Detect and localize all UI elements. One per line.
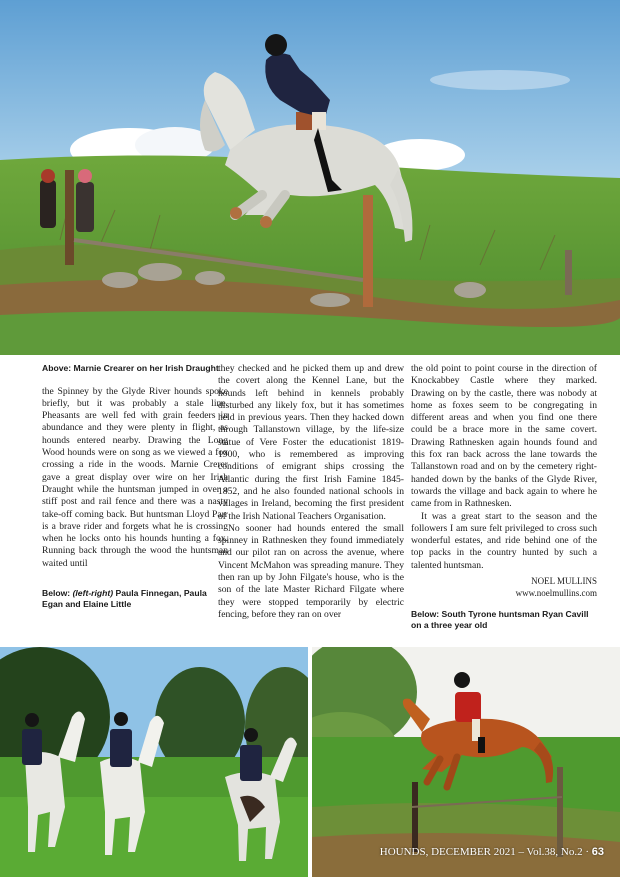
bottom-left-photo-three-riders bbox=[0, 647, 308, 877]
article-paragraph: It was a great start to the season and the followers I am sure felt privileged to cross such wonderful estates, and ride behind one of the top packs in the country hunted by such a talented huntsman. bbox=[411, 510, 597, 571]
page-folio bbox=[380, 846, 604, 858]
caption-names: Paula Finnegan, Paula Egan and Elaine Little bbox=[42, 588, 207, 609]
article-paragraph: the Spinney by the Glyde River hounds spoke briefly, but it was probably a stale line. Pheasants are well fed with grain feeders in abundance and they were plenty in flight, as hounds entered nearby. Drawing the Long Wood hounds were on song as we viewed a fox crossing a ride in the woods. Marnie Crerer gave a great display over wire on her Irish Draught while the huntsman jumped in over a stiff post and rail fence and there was a nasty take-off coming back. But huntsman Lloyd Parr is a brave rider and forgets what he is crossing when he locks onto his hounds hunting a fox. Running back through the wood the huntsman waited until bbox=[42, 385, 228, 569]
caption-prefix: Below: bbox=[42, 588, 71, 599]
text-column-1 bbox=[42, 363, 228, 609]
bottom-left-photo-caption bbox=[42, 588, 228, 609]
publication-line: HOUNDS, DECEMBER 2021 – Vol.38, No.2 · bbox=[379, 846, 589, 858]
article-paragraph: No sooner had hounds entered the small spinney in Rathnesken they found immediately and our pilot ran on across the avenue, where Vincent McMahon was spreading manure. They then ran up by John Filgate's house, who is the son of the late Master Richard Filgate where they were stopped temporarily by electric fencing, before they ran on over bbox=[218, 522, 404, 620]
top-photo-horse-jumping-fence bbox=[0, 0, 620, 355]
article-paragraph: the old point to point course in the direction of Knockabbey Castle where they marked. Drawing on by the castle, there was nobody at home as foxes seem to be congregating in different areas and when you find one there could be a brace more in the same covert. Drawing Rathnesken again hounds found and this fox ran back across the lane towards the Tallanstown road and on by the cemetery right-handed down by the banks of the Glyde River, towards the village and back again to where he came from in Rathnesken. bbox=[411, 363, 597, 510]
page-number: 63 bbox=[591, 846, 604, 858]
bottom-right-photo-caption: Below: South Tyrone huntsman Ryan Cavill on a three year old bbox=[411, 609, 589, 630]
author-website: www.noelmullins.com bbox=[515, 587, 597, 598]
caption-note: (left-right) bbox=[72, 588, 114, 599]
text-column-2 bbox=[218, 363, 404, 621]
author-name: NOEL MULLINS bbox=[531, 576, 597, 587]
article-paragraph: they checked and he picked them up and drew the covert along the Kennel Lane, but the hounds left behind in kennels probably disturbed any likely fox, but it has sometimes held in previous years. Then they hacked down through Tallanstown village, by the life-size statue of Vere Foster the educationist 1819-1900, who is remembered as improving conditions of emigrant ships crossing the Atlantic during the first Irish Famine 1845-1852, and he also founded national schools in villages in Ireland, becoming the first president of the Irish National Teachers Organisation. bbox=[218, 363, 404, 522]
top-photo-caption: Above: Marnie Crearer on her Irish Draught bbox=[42, 363, 219, 373]
bottom-right-photo-chestnut-jumping bbox=[312, 647, 620, 877]
text-column-3 bbox=[411, 363, 597, 630]
